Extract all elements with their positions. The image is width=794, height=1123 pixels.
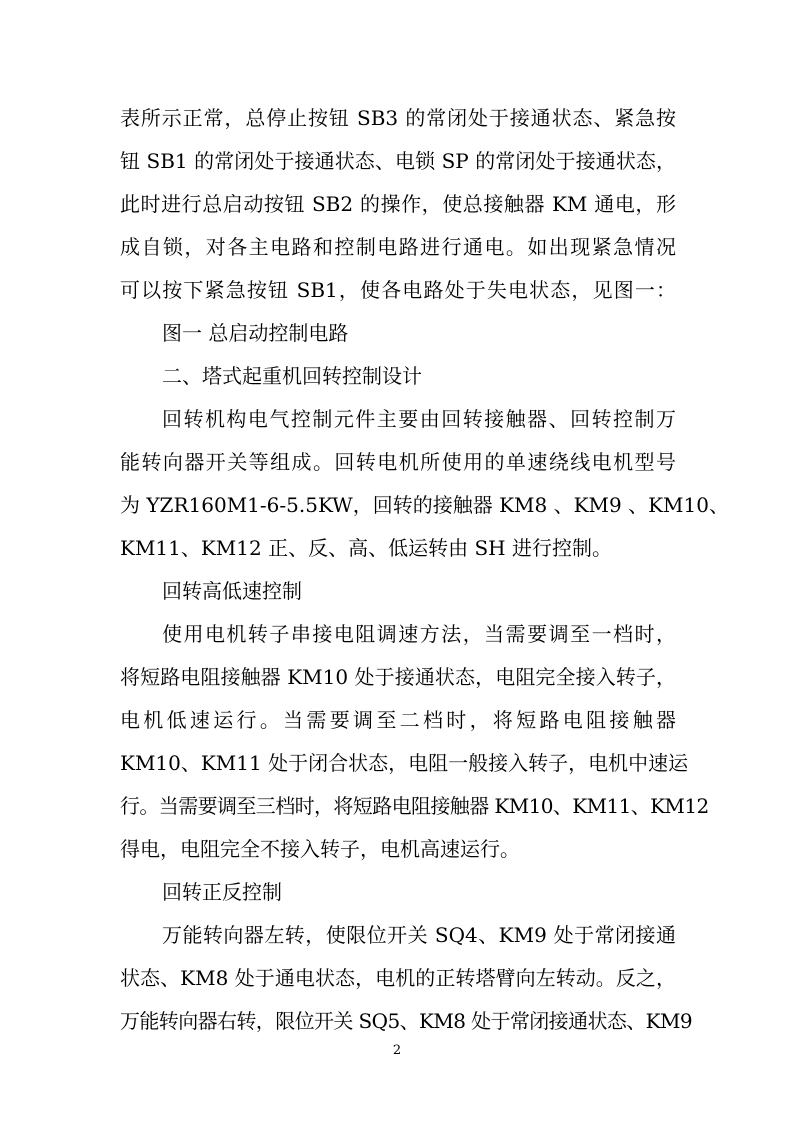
text-line: 电机低速运行。当需要调至二档时，将短路电阻接触器 bbox=[120, 708, 676, 732]
text-line: 万能转向器右转，限位开关 SQ5、KM8 处于常闭接通状态、KM9 bbox=[120, 1009, 693, 1033]
text-line: 能转向器开关等组成。回转电机所使用的单速绕线电机型号 bbox=[120, 450, 676, 474]
text-line: 将短路电阻接触器 KM10 处于接通状态，电阻完全接入转子， bbox=[120, 665, 676, 689]
text-line: 表所示正常，总停止按钮 SB3 的常闭处于接通状态、紧急按 bbox=[120, 106, 676, 130]
text-line: 得电，电阻完全不接入转子，电机高速运行。 bbox=[120, 837, 520, 861]
subsection-heading: 回转高低速控制 bbox=[162, 579, 302, 603]
text-line: 行。当需要调至三档时，将短路电阻接触器 KM10、KM11、KM12 bbox=[120, 794, 709, 818]
text-line: 此时进行总启动按钮 SB2 的操作，使总接触器 KM 通电，形 bbox=[120, 192, 676, 216]
text-line: 可以按下紧急按钮 SB1，使各电路处于失电状态，见图一： bbox=[120, 278, 676, 302]
text-line: 万能转向器左转，使限位开关 SQ4、KM9 处于常闭接通 bbox=[162, 923, 676, 947]
subsection-heading: 回转正反控制 bbox=[162, 880, 282, 904]
text-line: 回转机构电气控制元件主要由回转接触器、回转控制万 bbox=[162, 407, 676, 431]
text-line: 使用电机转子串接电阻调速方法，当需要调至一档时， bbox=[162, 622, 676, 646]
text-line: 状态、KM8 处于通电状态，电机的正转塔臂向左转动。反之， bbox=[120, 966, 676, 990]
text-line: KM11、KM12 正、反、高、低运转由 SH 进行控制。 bbox=[120, 536, 612, 560]
text-line: 为 YZR160M1-6-5.5KW，回转的接触器 KM8 、KM9 、KM10、 bbox=[120, 493, 729, 517]
text-line: 成自锁，对各主电路和控制电路进行通电。如出现紧急情况 bbox=[120, 235, 676, 259]
figure-caption: 图一 总启动控制电路 bbox=[162, 321, 349, 345]
text-line: KM10、KM11 处于闭合状态，电阻一般接入转子，电机中速运 bbox=[120, 751, 689, 775]
section-heading: 二、塔式起重机回转控制设计 bbox=[162, 364, 422, 388]
text-line: 钮 SB1 的常闭处于接通状态、电锁 SP 的常闭处于接通状态， bbox=[120, 149, 676, 173]
page-number: 2 bbox=[392, 1043, 402, 1058]
